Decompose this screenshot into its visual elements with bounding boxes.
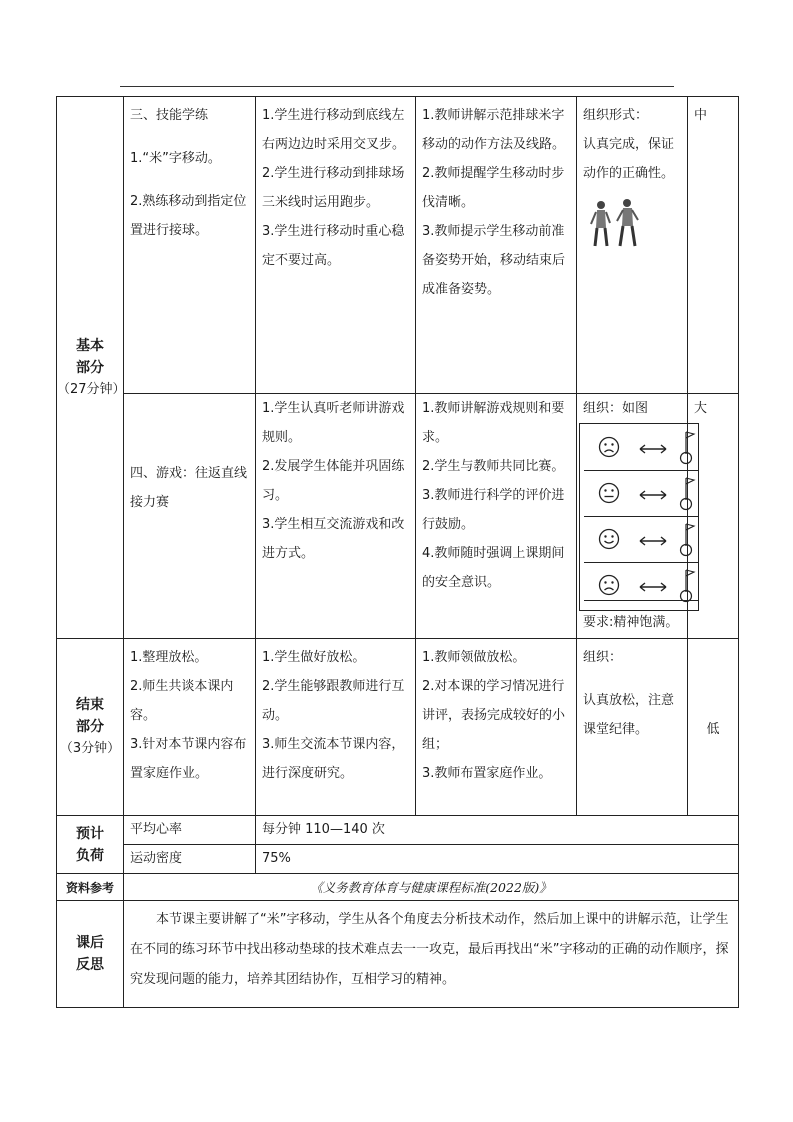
density-value-cell [256, 845, 739, 874]
athletes-figure [587, 196, 647, 256]
skill-content-3: 2.熟练移动到指定位置进行接球。 [130, 194, 247, 238]
game-teacher-3: 3.教师进行科学的评价进行鼓励。 [422, 488, 565, 532]
flag-pole-icon [676, 476, 696, 512]
game-student-1: 1.学生认真听老师讲游戏规则。 [262, 401, 405, 445]
basic-game-row [57, 394, 739, 639]
skill-student-cell [256, 97, 416, 394]
density-label: 运动密度 [130, 851, 183, 866]
skill-teacher-2: 2.教师提醒学生移动时步伐清晰。 [422, 166, 565, 210]
skill-org-text: 认真完成，保证动作的正确性。 [583, 137, 675, 181]
end-section-label [57, 639, 124, 816]
relay-lane-4 [580, 562, 698, 608]
heart-rate-label: 平均心率 [130, 822, 183, 837]
skill-student-3: 3.学生进行移动时重心稳定不要过高。 [262, 224, 405, 268]
end-content-3: 3.针对本节课内容布置家庭作业。 [130, 737, 247, 781]
basic-section-duration: （27分钟） [57, 381, 126, 397]
reference-text: 《义务教育体育与健康课程标准(2022版)》 [310, 880, 552, 895]
double-arrow-icon [638, 582, 668, 592]
reflection-label [57, 901, 124, 1008]
double-arrow-icon [638, 444, 668, 454]
skill-intensity-cell [688, 97, 739, 394]
end-content-1: 1.整理放松。 [130, 650, 208, 665]
flag-pole-icon [676, 430, 696, 466]
end-intensity: 低 [706, 721, 720, 737]
density-value: 75% [262, 851, 291, 866]
basic-section-title: 基本部分 [76, 337, 104, 376]
skill-content-cell [124, 97, 256, 394]
end-student-2: 2.学生能够跟教师进行互动。 [262, 679, 405, 723]
game-teacher-2: 2.学生与教师共同比赛。 [422, 459, 565, 474]
game-teacher-cell [416, 394, 577, 639]
double-arrow-icon [638, 536, 668, 546]
end-section-row [57, 639, 739, 816]
skill-student-1: 1.学生进行移动到底线左右两边边时采用交叉步。 [262, 108, 406, 152]
game-student-cell [256, 394, 416, 639]
relay-diagram [579, 423, 699, 611]
relay-lane-2 [580, 470, 698, 516]
game-org-requirement: 要求:精神饱满。 [583, 615, 679, 630]
skill-teacher-3: 3.教师提示学生移动前准备姿势开始，移动结束后成准备姿势。 [422, 224, 566, 297]
header-rule [120, 86, 674, 87]
heart-rate-value-cell [256, 816, 739, 845]
game-org-title: 组织：如图 [583, 401, 649, 416]
load-density-row [57, 845, 739, 874]
flag-pole-icon [676, 522, 696, 558]
end-teacher-3: 3.教师布置家庭作业。 [422, 766, 552, 781]
skill-student-2: 2.学生进行移动到排球场三米线时运用跑步。 [262, 166, 405, 210]
heart-rate-label-cell [124, 816, 256, 845]
reference-text-cell [124, 874, 739, 901]
game-intensity: 大 [694, 401, 708, 416]
reflection-text-cell [124, 901, 739, 1008]
reflection-row [57, 901, 739, 1008]
end-student-cell [256, 639, 416, 816]
end-content-2: 2.师生共谈本课内容。 [130, 679, 234, 723]
skill-content-1: 三、技能学练 [130, 108, 209, 123]
game-teacher-1: 1.教师讲解游戏规则和要求。 [422, 401, 565, 445]
relay-lane-1 [580, 424, 698, 470]
reference-label: 资料参考 [57, 874, 124, 901]
double-arrow-icon [638, 490, 668, 500]
end-intensity-cell [688, 639, 739, 816]
load-heart-rate-row [57, 816, 739, 845]
lesson-plan-table [56, 96, 739, 1008]
game-content-cell [124, 394, 256, 639]
end-section-title: 结束部分 [76, 697, 104, 735]
reference-row [57, 874, 739, 901]
density-label-cell [124, 845, 256, 874]
reflection-title: 课后反思 [76, 935, 104, 973]
skill-intensity: 中 [694, 108, 708, 123]
neutral-face-icon [598, 482, 620, 504]
relay-lane-3 [580, 516, 698, 562]
skill-organization-cell [577, 97, 688, 394]
end-teacher-cell [416, 639, 577, 816]
game-student-2: 2.发展学生体能并巩固练习。 [262, 459, 405, 503]
happy-face-icon [598, 528, 620, 550]
heart-rate-value: 每分钟 110—140 次 [262, 822, 385, 837]
skill-teacher-1: 1.教师讲解示范排球米字移动的动作方法及线路。 [422, 108, 566, 152]
basic-skill-row [57, 97, 739, 394]
game-organization-cell [577, 394, 688, 639]
game-teacher-4: 4.教师随时强调上课期间的安全意识。 [422, 546, 565, 590]
end-teacher-1: 1.教师领做放松。 [422, 650, 526, 665]
game-content-1: 四、游戏：往返直线接力赛 [130, 466, 248, 510]
end-organization-cell [577, 639, 688, 816]
sad-face-icon [598, 436, 620, 458]
load-title: 预计负荷 [76, 825, 104, 864]
skill-org-title: 组织形式： [583, 108, 649, 123]
load-label [57, 816, 124, 874]
basic-section-label [57, 97, 124, 639]
end-student-1: 1.学生做好放松。 [262, 650, 366, 665]
reflection-text: 本节课主要讲解了“米”字移动，学生从各个角度去分析技术动作，然后加上课中的讲解示范，让学生在不同的练习环节中找出移动垫球的技术难点去一一攻克，最后再找出“米”字移动的正确的动作顺序，探究发现问题的能力，培养其团结协作，互相学习的精神。 [130, 912, 729, 987]
end-section-duration: （3分钟） [59, 741, 121, 756]
end-teacher-2: 2.对本课的学习情况进行讲评，表扬完成较好的小组； [422, 679, 566, 752]
end-org-text: 认真放松，注意课堂纪律。 [583, 693, 675, 737]
sad-face-icon [598, 574, 620, 596]
end-content-cell [124, 639, 256, 816]
lane-divider [584, 600, 698, 601]
flag-pole-icon [676, 568, 696, 604]
game-student-3: 3.学生相互交流游戏和改进方式。 [262, 517, 405, 561]
end-student-3: 3.师生交流本节课内容，进行深度研究。 [262, 737, 405, 781]
skill-teacher-cell [416, 97, 577, 394]
skill-content-2: 1.“米”字移动。 [130, 151, 221, 166]
end-org-title: 组织： [583, 650, 623, 665]
